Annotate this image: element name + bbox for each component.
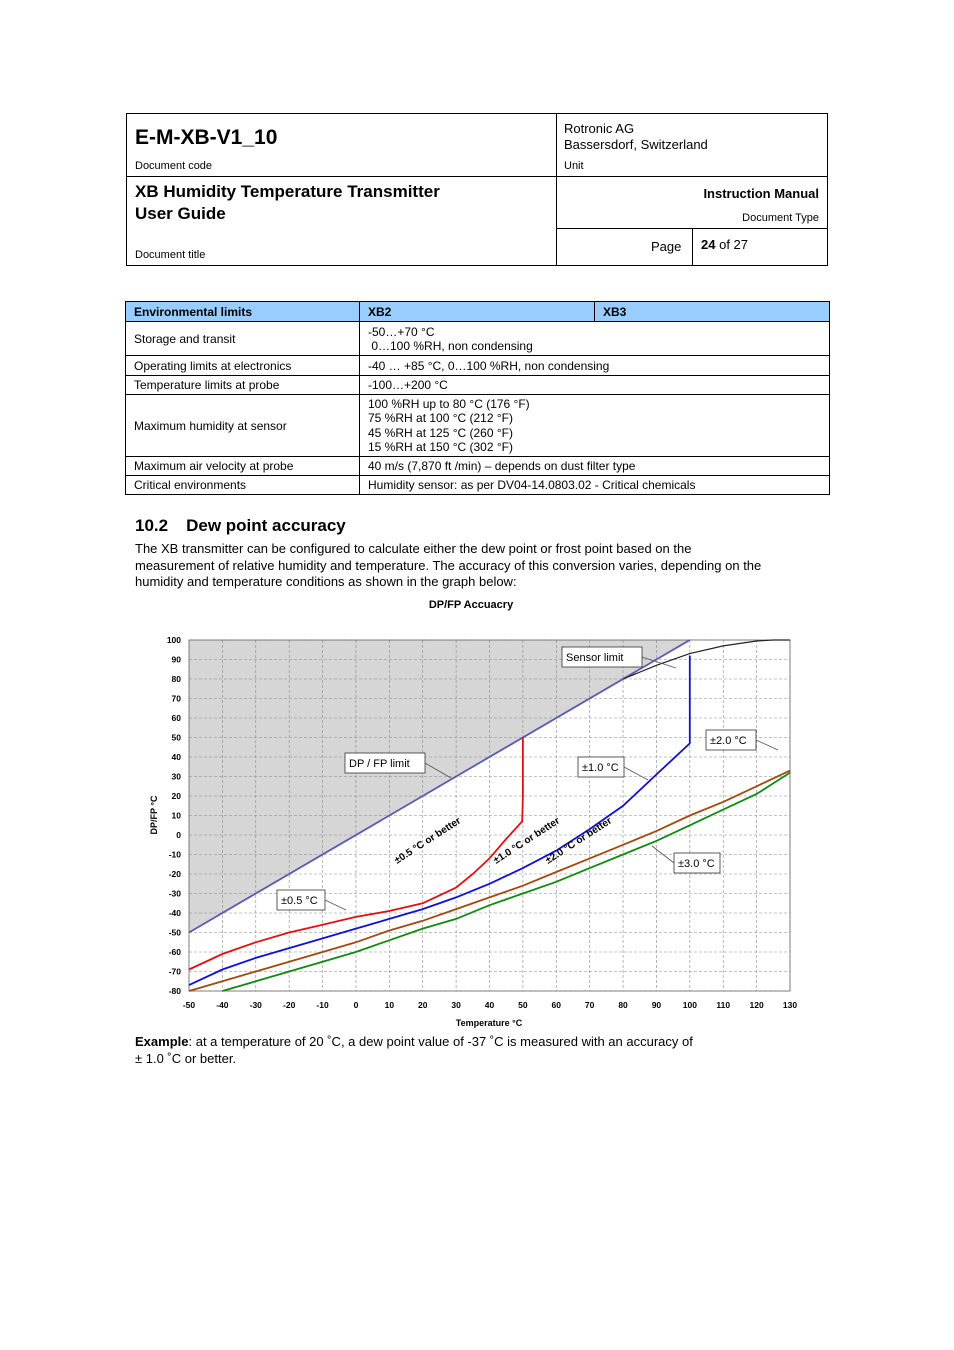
x-tick-label: 50 <box>518 1000 528 1010</box>
y-tick-label: 80 <box>171 674 181 684</box>
unit-label: Unit <box>564 160 584 172</box>
y-axis-label: DP/FP °C <box>149 795 159 835</box>
y-tick-label: 30 <box>171 771 181 782</box>
annotation-label: ±1.0 °C <box>582 762 619 774</box>
y-tick-label: -80 <box>168 986 181 996</box>
y-tick-label: 50 <box>171 732 181 743</box>
x-tick-label: 30 <box>451 1000 461 1010</box>
annotation-label: ±2.0 °C <box>710 735 747 747</box>
y-tick-label: 40 <box>171 752 181 762</box>
row-label: Operating limits at electronics <box>126 356 360 376</box>
y-tick-label: -30 <box>168 888 181 899</box>
annotation-label: ±0.5 °C <box>281 895 318 907</box>
row-label: Temperature limits at probe <box>126 376 360 395</box>
y-tick-label: 60 <box>171 713 181 723</box>
y-tick-label: -50 <box>168 927 181 938</box>
y-tick-label: 90 <box>171 654 181 665</box>
document-type-label: Document Type <box>742 212 819 224</box>
y-tick-label: -70 <box>168 966 181 977</box>
row-label: Maximum air velocity at probe <box>126 457 360 476</box>
row-value: 100 %RH up to 80 °C (176 °F) 75 %RH at 100 °C (212 °F) 45 %RH at 125 °C (260 °F) 15 %RH at 150 °C (302 °F) <box>360 395 830 457</box>
row-label: Maximum humidity at sensor <box>126 395 360 457</box>
table-header-cell: XB2 <box>360 302 595 322</box>
x-tick-label: 20 <box>417 1000 428 1010</box>
x-tick-label: -30 <box>249 1000 262 1010</box>
annotation-leader <box>624 767 648 780</box>
x-tick-label: 80 <box>618 1000 628 1010</box>
x-tick-label: 40 <box>484 1000 495 1010</box>
document-title-label: Document title <box>135 249 206 261</box>
company-name: Rotronic AG <box>564 121 635 136</box>
table-header-cell: XB3 <box>595 302 830 322</box>
row-value: Humidity sensor: as per DV04-14.0803.02 - Critical chemicals <box>360 476 830 495</box>
company-location: Bassersdorf, Switzerland <box>564 137 708 152</box>
row-label: Storage and transit <box>126 322 360 356</box>
region-label: ±2.0 °C or better <box>543 815 614 867</box>
y-tick-label: -10 <box>168 849 181 860</box>
row-value: -100…+200 °C <box>360 376 830 395</box>
row-value: -40 … +85 °C, 0…100 %RH, non condensing <box>360 356 830 376</box>
document-title-line2: User Guide <box>135 204 226 223</box>
x-tick-label: 10 <box>384 1000 395 1010</box>
annotation-leader <box>756 740 778 750</box>
document-code: E-M-XB-V1_10 <box>135 126 278 149</box>
y-tick-label: -60 <box>168 947 181 957</box>
y-tick-label: 20 <box>171 791 181 801</box>
x-tick-label: 70 <box>584 1000 595 1010</box>
x-tick-label: -50 <box>182 1000 196 1010</box>
annotation-label: ±3.0 °C <box>678 858 715 870</box>
x-tick-label: -10 <box>316 1000 329 1010</box>
x-tick-label: 100 <box>682 1000 697 1010</box>
x-tick-label: 90 <box>651 1000 662 1010</box>
document-code-label: Document code <box>135 160 213 172</box>
row-value: -50…+70 °C 0…100 %RH, non condensing <box>360 322 830 356</box>
document-type: Instruction Manual <box>703 186 819 201</box>
page-label: Page <box>651 239 682 254</box>
x-tick-label: 110 <box>716 1000 731 1010</box>
y-tick-label: 10 <box>171 810 181 821</box>
annotation-leader <box>325 900 346 910</box>
row-label: Critical environments <box>126 476 360 495</box>
section-heading: 10.2 Dew point accuracy <box>135 516 346 535</box>
annotation-label: Sensor limit <box>566 652 624 664</box>
row-value: 40 m/s (7,870 ft /min) – depends on dust filter type <box>360 457 830 476</box>
document-title-line1: XB Humidity Temperature Transmitter <box>135 182 440 201</box>
region-label: ±0.5 °C or better <box>392 815 463 867</box>
table-header-cell: Environmental limits <box>126 302 360 322</box>
y-tick-label: -40 <box>168 908 181 918</box>
x-tick-label: 60 <box>551 1000 562 1010</box>
section-paragraph: The XB transmitter can be configured to calculate either the dew point or frost point based on the measurement of relative humidity and temperature. The accuracy of this conversion varies, depending on the humidity and temperature conditions as shown in the graph below: <box>135 541 762 589</box>
y-tick-label: 0 <box>176 830 181 840</box>
x-tick-label: -40 <box>216 1000 229 1010</box>
y-tick-label: -20 <box>168 869 181 879</box>
x-tick-label: 120 <box>749 1000 764 1010</box>
y-tick-label: 70 <box>171 693 181 704</box>
chart-title: DP/FP Accuacry <box>428 599 514 611</box>
y-tick-label: 100 <box>166 635 181 645</box>
example-paragraph: Example: at a temperature of 20 ˚C, a dew point value of -37 ˚C is measured with an accuracy of ± 1.0 ˚C or better. <box>135 1034 693 1066</box>
x-axis-label: Temperature °C <box>455 1018 523 1028</box>
annotation-label: DP / FP limit <box>349 758 410 770</box>
x-tick-label: 130 <box>782 1000 798 1010</box>
x-tick-label: -20 <box>283 1000 296 1010</box>
page-number: 24 of 27 <box>701 237 749 252</box>
region-label: ±1.0 °C or better <box>491 815 562 867</box>
x-tick-label: 0 <box>353 1000 359 1010</box>
